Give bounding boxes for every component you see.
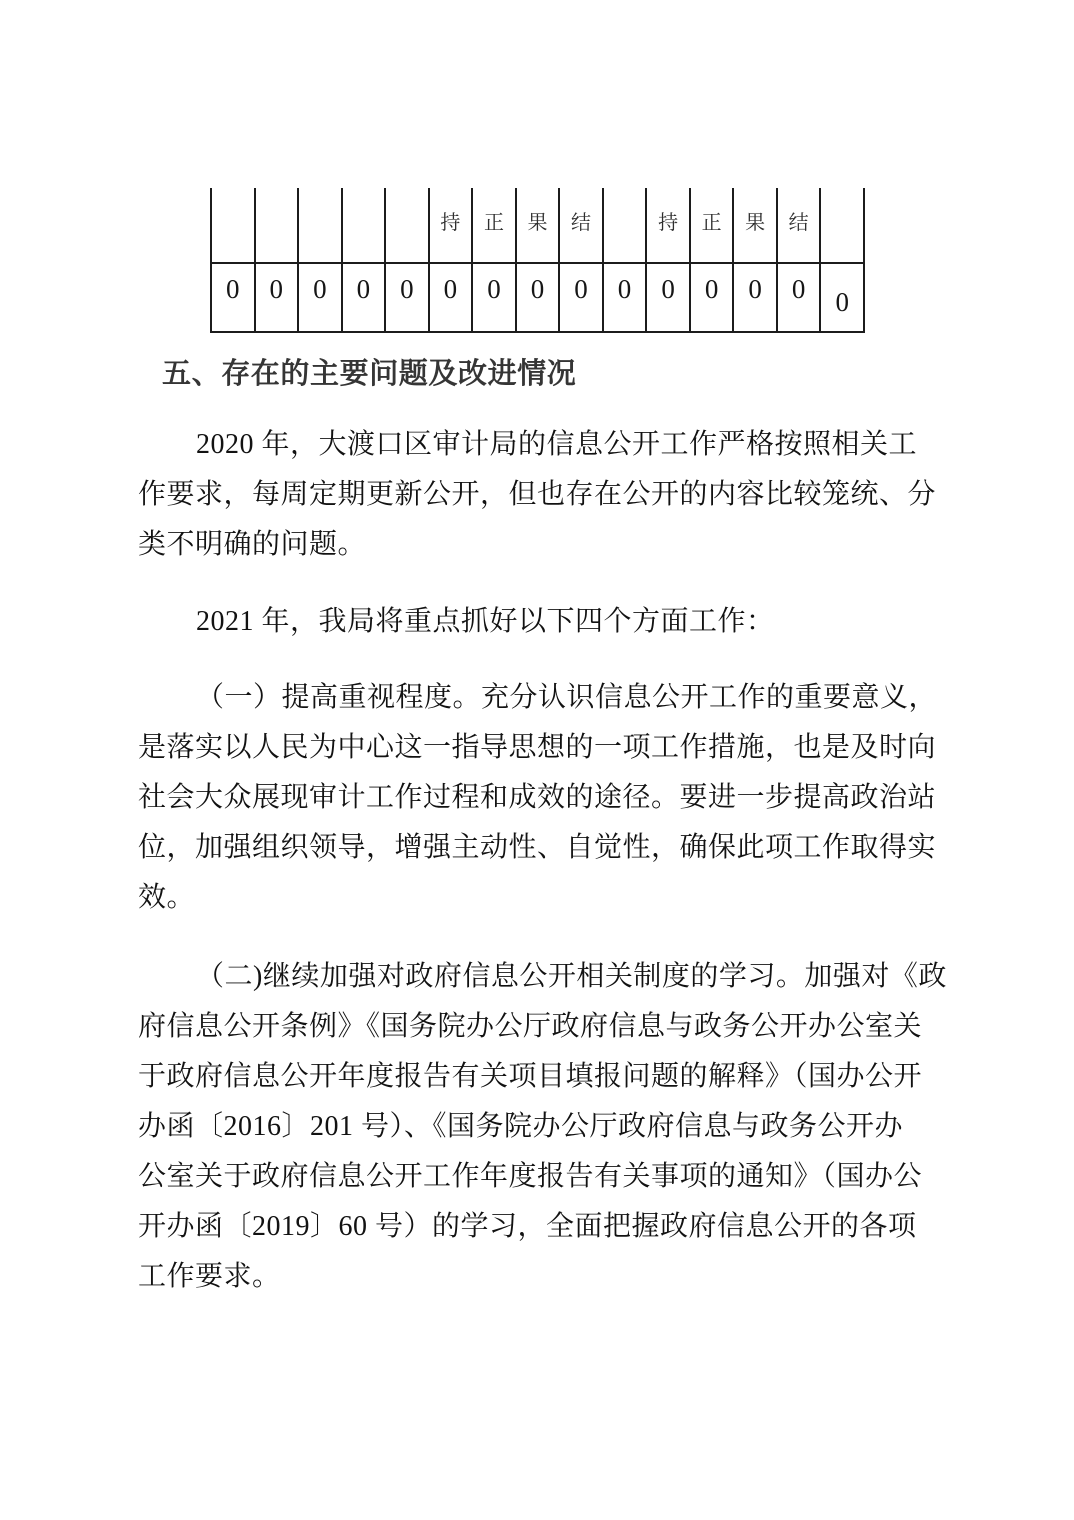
text-line: 办函〔2016〕201 号）、《国务院办公厅政府信息与政务公开办 bbox=[138, 1111, 904, 1142]
table-cell: 持 bbox=[646, 188, 690, 263]
table-cell bbox=[342, 188, 386, 263]
paragraph-2020-summary bbox=[138, 420, 948, 570]
table-cell: 0 bbox=[603, 263, 647, 332]
table-cell: 果 bbox=[516, 188, 560, 263]
text-line: 公室关于政府信息公开工作年度报告有关事项的通知》（国办公 bbox=[138, 1161, 923, 1192]
table-cell: 0 bbox=[733, 263, 777, 332]
table-cell: 结 bbox=[559, 188, 603, 263]
table-cell bbox=[385, 188, 429, 263]
table-cell: 0 bbox=[342, 263, 386, 332]
text-line: 效。 bbox=[138, 882, 196, 913]
table-cell: 0 bbox=[690, 263, 734, 332]
table-cell bbox=[211, 188, 255, 263]
paragraph-item-two bbox=[138, 952, 948, 1302]
text-line: 府信息公开条例》《国务院办公厅政府信息与政务公开办公室关 bbox=[138, 1011, 923, 1042]
section-heading: 五、存在的主要问题及改进情况 bbox=[162, 358, 577, 390]
text-line: 2021 年，我局将重点抓好以下四个方面工作： bbox=[196, 606, 775, 637]
text-line: 开办函〔2019〕60 号）的学习，全面把握政府信息公开的各项 bbox=[138, 1211, 917, 1242]
table-header-row bbox=[211, 188, 864, 263]
text-line: 2020 年，大渡口区审计局的信息公开工作严格按照相关工 bbox=[196, 429, 918, 460]
table-cell: 结 bbox=[777, 188, 821, 263]
table-cell: 0 bbox=[298, 263, 342, 332]
continuation-table bbox=[210, 188, 865, 333]
table-cell: 0 bbox=[385, 263, 429, 332]
table-cell: 0 bbox=[646, 263, 690, 332]
table-cell: 0 bbox=[820, 263, 864, 332]
text-line: 位，加强组织领导，增强主动性、自觉性，确保此项工作取得实 bbox=[138, 832, 937, 863]
table-cell: 正 bbox=[472, 188, 516, 263]
table-cell bbox=[255, 188, 299, 263]
table-cell: 持 bbox=[429, 188, 473, 263]
table-cell: 0 bbox=[255, 263, 299, 332]
table-cell: 0 bbox=[211, 263, 255, 332]
table-cell: 0 bbox=[559, 263, 603, 332]
paragraph-2021-plan-intro bbox=[138, 597, 948, 647]
text-line: 是落实以人民为中心这一指导思想的一项工作措施，也是及时向 bbox=[138, 732, 937, 763]
text-line: （二)继续加强对政府信息公开相关制度的学习。加强对《政 bbox=[196, 961, 947, 992]
table-cell: 0 bbox=[777, 263, 821, 332]
text-line: 类不明确的问题。 bbox=[138, 529, 367, 560]
table-cell: 0 bbox=[429, 263, 473, 332]
continuation-table-body bbox=[211, 188, 864, 332]
table-cell: 正 bbox=[690, 188, 734, 263]
table-cell bbox=[298, 188, 342, 263]
table-cell: 0 bbox=[516, 263, 560, 332]
table-cell bbox=[820, 188, 864, 263]
table-value-row bbox=[211, 263, 864, 332]
table-cell: 0 bbox=[472, 263, 516, 332]
table-cell bbox=[603, 188, 647, 263]
table-cell: 果 bbox=[733, 188, 777, 263]
text-line: （一）提高重视程度。充分认识信息公开工作的重要意义， bbox=[196, 682, 938, 713]
text-line: 社会大众展现审计工作过程和成效的途径。要进一步提高政治站 bbox=[138, 782, 937, 813]
text-line: 于政府信息公开年度报告有关项目填报问题的解释》（国办公开 bbox=[138, 1061, 923, 1092]
paragraph-item-one bbox=[138, 673, 948, 923]
text-line: 工作要求。 bbox=[138, 1261, 281, 1292]
text-line: 作要求，每周定期更新公开，但也存在公开的内容比较笼统、分 bbox=[138, 479, 937, 510]
